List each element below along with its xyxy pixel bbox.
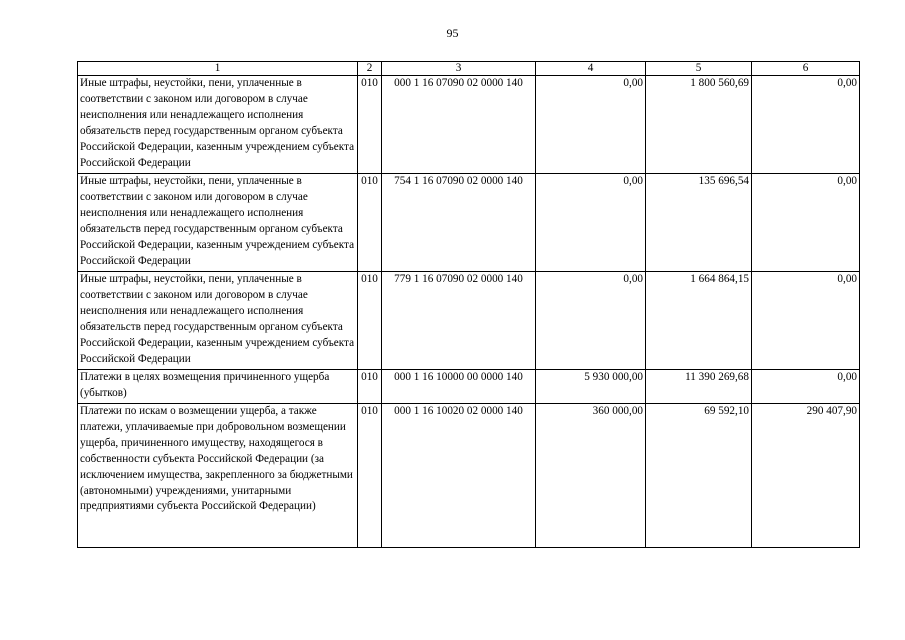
row-col5-cell: 1 800 560,69 — [646, 76, 752, 174]
column-header-4: 4 — [536, 62, 646, 76]
table-row — [78, 76, 860, 174]
row-kbk-cell: 779 1 16 07090 02 0000 140 — [382, 272, 536, 370]
row-kbk-cell: 000 1 16 10000 00 0000 140 — [382, 370, 536, 404]
row-name-cell: Платежи в целях возмещения причиненного ущерба (убытков) — [78, 370, 358, 404]
row-name-cell: Иные штрафы, неустойки, пени, уплаченные в соответствии с законом или договором в случае неисполнения или ненадлежащего исполнения обязательств перед государственным органом субъекта Российской Федерации, казенным учреждением субъекта Российской Федерации — [78, 76, 358, 174]
row-col4-cell: 0,00 — [536, 174, 646, 272]
page-number: 95 — [446, 26, 459, 40]
row-code-cell: 010 — [358, 404, 382, 548]
row-code-cell: 010 — [358, 272, 382, 370]
row-col5-cell: 1 664 864,15 — [646, 272, 752, 370]
row-col6-cell: 0,00 — [752, 76, 860, 174]
row-col6-cell: 0,00 — [752, 272, 860, 370]
row-name-cell: Иные штрафы, неустойки, пени, уплаченные в соответствии с законом или договором в случае неисполнения или ненадлежащего исполнения обязательств перед государственным органом субъекта Российской Федерации, казенным учреждением субъекта Российской Федерации — [78, 174, 358, 272]
row-kbk-cell: 000 1 16 07090 02 0000 140 — [382, 76, 536, 174]
column-header-1: 1 — [78, 62, 358, 76]
row-col6-cell: 0,00 — [752, 370, 860, 404]
row-col5-cell: 69 592,10 — [646, 404, 752, 548]
table-row — [78, 370, 860, 404]
row-code-cell: 010 — [358, 76, 382, 174]
row-col4-cell: 360 000,00 — [536, 404, 646, 548]
row-col4-cell: 0,00 — [536, 76, 646, 174]
table-row — [78, 404, 860, 548]
column-header-3: 3 — [382, 62, 536, 76]
table-row — [78, 174, 860, 272]
row-col6-cell: 290 407,90 — [752, 404, 860, 548]
row-col5-cell: 11 390 269,68 — [646, 370, 752, 404]
row-name-cell: Платежи по искам о возмещении ущерба, а также платежи, уплачиваемые при добровольном возмещении ущерба, причиненного имуществу, находящегося в собственности субъекта Российской Федерации (за исключением имущества, закрепленного за бюджетными (автономными) учреждениями, унитарными предприятиями субъекта Российской Федерации) — [78, 404, 358, 548]
row-code-cell: 010 — [358, 370, 382, 404]
row-col4-cell: 0,00 — [536, 272, 646, 370]
row-col5-cell: 135 696,54 — [646, 174, 752, 272]
row-name-cell: Иные штрафы, неустойки, пени, уплаченные в соответствии с законом или договором в случае неисполнения или ненадлежащего исполнения обязательств перед государственным органом субъекта Российской Федерации, казенным учреждением субъекта Российской Федерации — [78, 272, 358, 370]
row-col4-cell: 5 930 000,00 — [536, 370, 646, 404]
row-kbk-cell: 754 1 16 07090 02 0000 140 — [382, 174, 536, 272]
row-kbk-cell: 000 1 16 10020 02 0000 140 — [382, 404, 536, 548]
column-header-5: 5 — [646, 62, 752, 76]
budget-table — [77, 61, 860, 548]
column-header-6: 6 — [752, 62, 860, 76]
row-code-cell: 010 — [358, 174, 382, 272]
row-col6-cell: 0,00 — [752, 174, 860, 272]
column-header-2: 2 — [358, 62, 382, 76]
table-header-row — [78, 62, 860, 76]
table-row — [78, 272, 860, 370]
